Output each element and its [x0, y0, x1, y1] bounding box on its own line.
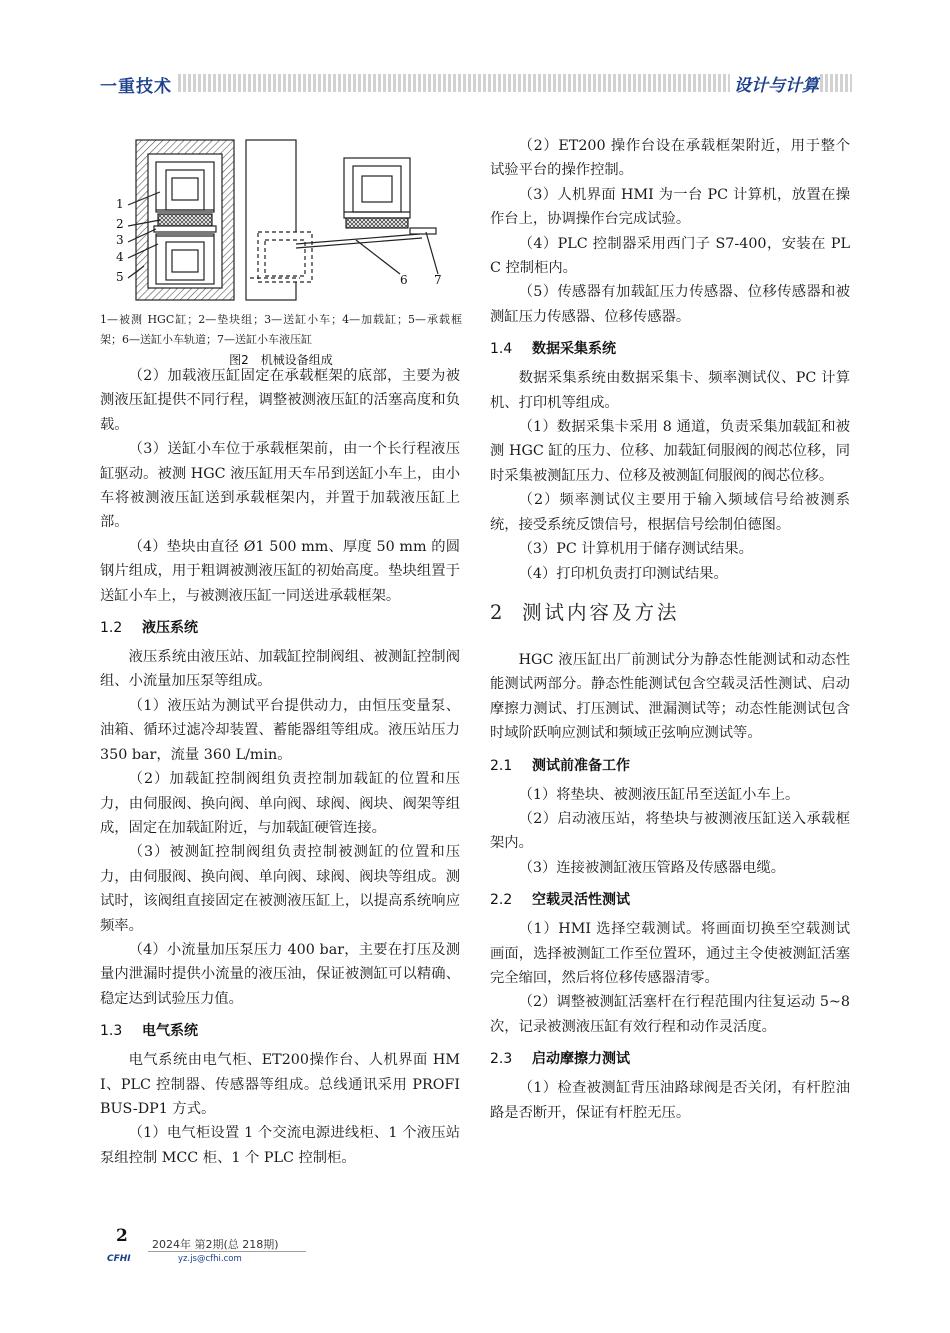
heading-number: 1.2: [100, 620, 123, 637]
section-heading: [490, 598, 850, 628]
publisher-logo: CFHI: [107, 1254, 131, 1264]
paragraph: （3）人机界面 HMI 为一台 PC 计算机，放置在操作台上，协调操作台完成试验。: [490, 186, 850, 228]
paragraph: （3）被测缸控制阀组负责控制被测缸的位置和压力，由伺服阀、换向阀、单向阀、球阀、阀块等组成。测试时，该阀组直接固定在被测液压缸上，以提高系统响应频率。: [100, 844, 460, 934]
paragraph: （1）数据采集卡采用 8 通道，负责采集加载缸和被测 HGC 缸的压力、位移、加载缸伺服阀的阀芯位移，同时采集被测缸压力、位移及被测缸伺服阀的阀芯位移。: [490, 419, 850, 484]
subsection-heading: [100, 616, 460, 640]
header-decor-bar: [178, 74, 730, 92]
issue-info: 2024年 第2期(总 218期): [152, 1238, 279, 1251]
page-number: 2: [116, 1226, 128, 1246]
subsection-heading: [490, 1047, 850, 1071]
figure-legend: 1—被测 HGC缸；2—垫块组；3—送缸小车；4—加载缸；5—承载框架；6—送缸小车轨道；7—送缸小车液压缸: [100, 313, 462, 346]
heading-number: 1.3: [100, 1023, 123, 1040]
heading-title: 启动摩擦力测试: [532, 1051, 630, 1068]
paragraph: 数据采集系统由数据采集卡、频率测试仪、PC 计算机、打印机等组成。: [490, 370, 850, 411]
figure-label-2: 2: [116, 217, 124, 231]
section-title: 设计与计算: [734, 76, 819, 96]
header-decor-bar-right: [820, 74, 852, 92]
subsection-heading: [490, 888, 850, 912]
heading-number: 2.2: [490, 892, 513, 909]
paragraph: （1）检查被测缸背压油路球阀是否关闭，有杆腔油路是否断开，保证有杆腔无压。: [490, 1080, 850, 1121]
paragraph: （2）频率测试仪主要用于输入频域信号给被测系统，接受系统反馈信号，根据信号绘制伯德图。: [490, 492, 850, 533]
paragraph: HGC 液压缸出厂前测试分为静态性能测试和动态性能测试两部分。静态性能测试包含空载灵活性测试、启动摩擦力测试、打压测试、泄漏测试等；动态性能测试包含时域阶跃响应测试和频域正弦响应测试等。: [490, 651, 850, 742]
paragraph: （2）启动液压站，将垫块与被测液压缸送入承载框架内。: [490, 810, 850, 852]
paragraph: （2）加载液压缸固定在承载框架的底部，主要为被测液压缸提供不同行程，调整被测液压缸的活塞高度和负载。: [100, 368, 460, 433]
figure-label-5: 5: [116, 270, 124, 284]
paragraph: （2）加载缸控制阀组负责控制加载缸的位置和压力，由伺服阀、换向阀、单向阀、球阀、阀块、阀架等组成，固定在加载缸附近，与加载缸硬管连接。: [100, 771, 460, 836]
left-column: [100, 364, 460, 1170]
figure-label-1: 1: [116, 197, 124, 211]
journal-brand: 一重技术: [100, 77, 172, 97]
paragraph: （3）PC 计算机用于储存测试结果。: [518, 541, 753, 558]
heading-title: 数据采集系统: [532, 341, 616, 358]
heading-number: 2: [490, 600, 506, 624]
subsection-heading: [100, 1019, 460, 1043]
footer-rule: [148, 1251, 306, 1252]
figure-label-4: 4: [116, 250, 124, 264]
paragraph: （5）传感器有加载缸压力传感器、位移传感器和被测缸压力传感器、位移传感器。: [490, 284, 850, 325]
heading-title: 电气系统: [142, 1023, 198, 1040]
mechanical-equipment-drawing: [100, 132, 460, 308]
heading-number: 1.4: [490, 341, 513, 358]
figure-caption: 图2 机械设备组成: [229, 353, 333, 367]
heading-title: 测试内容及方法: [522, 600, 680, 624]
subsection-heading: [490, 337, 850, 361]
paragraph: （3）连接被测缸液压管路及传感器电缆。: [518, 859, 786, 876]
heading-title: 空载灵活性测试: [532, 892, 630, 909]
heading-number: 2.3: [490, 1051, 513, 1068]
paragraph: （1）将垫块、被测液压缸吊至送缸小车上。: [518, 786, 800, 803]
heading-number: 2.1: [490, 757, 513, 774]
figure-2: [100, 132, 462, 368]
paragraph: （3）送缸小车位于承载框架前，由一个长行程液压缸驱动。被测 HGC 液压缸用天车吊到送缸小车上，由小车将被测液压缸送到承载框架内，并置于加载液压缸上部。: [100, 441, 460, 531]
paragraph: 液压系统由液压站、加载缸控制阀组、被测缸控制阀组、小流量加压泵等组成。: [100, 649, 460, 690]
subsection-heading: [490, 754, 850, 778]
paragraph: （2）调整被测缸活塞杆在行程范围内往复运动 5~8 次，记录被测液压缸有效行程和动作灵活度。: [490, 994, 850, 1035]
paragraph: （4）PLC 控制器采用西门子 S7-400，安装在 PLC 控制柜内。: [490, 235, 850, 277]
paragraph: （1）液压站为测试平台提供动力，由恒压变量泵、油箱、循环过滤冷却装置、蓄能器组等组成。液压站压力 350 bar，流量 360 L/min。: [100, 697, 460, 763]
figure-label-7: 7: [434, 273, 442, 287]
paragraph: （1）电气柜设置 1 个交流电源进线柜、1 个液压站泵组控制 MCC 柜、1 个 PLC 控制柜。: [100, 1125, 460, 1166]
paragraph: （1）HMI 选择空载测试。将画面切换至空载测试画面，选择被测缸工作至位置环，通过主令使被测缸活塞完全缩回，然后将位移传感器清零。: [490, 921, 850, 986]
figure-label-3: 3: [116, 233, 124, 247]
paragraph: （4）小流量加压泵压力 400 bar，主要在打压及测量内泄漏时提供小流量的液压油，保证被测缸可以精确、稳定达到试验压力值。: [100, 941, 460, 1007]
heading-title: 液压系统: [142, 620, 198, 637]
heading-title: 测试前准备工作: [532, 757, 630, 774]
right-column: [490, 134, 850, 1125]
figure-label-6: 6: [400, 273, 408, 287]
paragraph: （4）打印机负责打印测试结果。: [518, 565, 728, 582]
paragraph: （4）垫块由直径 Ø1 500 mm、厚度 50 mm 的圆钢片组成，用于粗调被测液压缸的初始高度。垫块组置于送缸小车上，与被测液压缸一同送进承载框架。: [100, 538, 460, 604]
paragraph: 电气系统由电气柜、ET200操作台、人机界面 HMI、PLC 控制器、传感器等组成。总线通讯采用 PROFIBUS-DP1 方式。: [100, 1052, 460, 1117]
paragraph: （2）ET200 操作台设在承载框架附近，用于整个试验平台的操作控制。: [490, 138, 850, 179]
contact-email: yz.js@cfhi.com: [178, 1254, 242, 1264]
